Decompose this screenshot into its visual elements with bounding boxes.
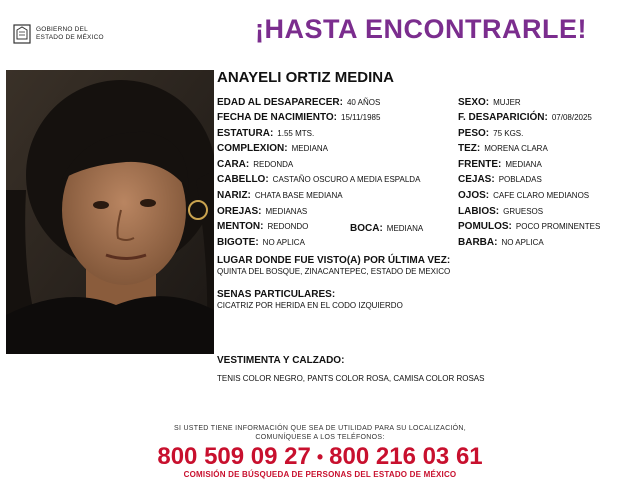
field-fecha-desaparicion <box>458 112 592 123</box>
field-ojos <box>458 190 589 201</box>
cara-label: CARA: <box>217 159 250 170</box>
estatura-value: 1.55 MTS. <box>277 129 315 138</box>
field-labios <box>458 206 543 217</box>
last-seen-value: QUINTA DEL BOSQUE, ZINACANTEPEC, ESTADO DE MEXICO <box>217 267 451 276</box>
cara-value: REDONDA <box>253 160 294 169</box>
menton-value: REDONDO <box>267 222 309 231</box>
commission-name: COMISIÓN DE BÚSQUEDA DE PERSONAS DEL ESTADO DE MÉXICO <box>183 470 457 479</box>
complexion-value: MEDIANA <box>291 144 329 153</box>
peso-value: 75 KGS. <box>493 129 524 138</box>
boca-label: BOCA: <box>350 223 383 234</box>
field-edad <box>217 97 380 108</box>
orejas-value: MEDIANAS <box>265 207 308 216</box>
field-nariz <box>217 190 343 201</box>
field-cabello <box>217 174 420 185</box>
government-logo <box>12 20 122 50</box>
portrait-photo <box>6 70 214 354</box>
field-menton <box>217 221 308 232</box>
field-tez <box>458 143 548 154</box>
complexion-label: COMPLEXION: <box>217 143 288 154</box>
labios-value: GRUESOS <box>503 207 544 216</box>
state-seal-icon <box>12 22 32 46</box>
phone-numbers <box>0 443 640 471</box>
logo-line-2: ESTADO DE MÉXICO <box>36 34 104 41</box>
logo-text <box>36 26 104 42</box>
field-orejas <box>217 206 307 217</box>
ojos-label: OJOS: <box>458 190 490 201</box>
fnac-label: FECHA DE NACIMIENTO: <box>217 112 337 123</box>
cejas-value: POBLADAS <box>498 175 542 184</box>
phone-number-1[interactable]: 800 509 09 27 <box>157 443 311 470</box>
sexo-value: MUJER <box>493 98 521 107</box>
barba-value: NO APLICA <box>501 238 544 247</box>
marks-label: SENAS PARTICULARES: <box>217 289 336 300</box>
nariz-label: NARIZ: <box>217 190 251 201</box>
edad-value: 40 AÑOS <box>346 98 381 107</box>
ojos-value: CAFE CLARO MEDIANOS <box>493 191 590 200</box>
fnac-value: 15/11/1985 <box>341 113 381 122</box>
field-boca <box>350 223 423 234</box>
field-complexion <box>217 143 328 154</box>
field-fecha-nacimiento <box>217 112 380 123</box>
bigote-value: NO APLICA <box>262 238 305 247</box>
phone-separator: • <box>316 447 324 468</box>
frente-label: FRENTE: <box>458 159 502 170</box>
field-bigote <box>217 237 305 248</box>
footer-note-line-1: SI USTED TIENE INFORMACIÓN QUE SEA DE UTILIDAD PARA SU LOCALIZACIÓN, <box>173 425 467 432</box>
nariz-value: CHATA BASE MEDIANA <box>254 191 343 200</box>
menton-label: MENTON: <box>217 221 264 232</box>
field-sexo <box>458 97 521 108</box>
cejas-label: CEJAS: <box>458 174 495 185</box>
cabello-value: CASTAÑO OSCURO A MEDIA ESPALDA <box>272 175 421 184</box>
pomulos-value: POCO PROMINENTES <box>515 222 601 231</box>
boca-value: MEDIANA <box>386 224 424 233</box>
field-cejas <box>458 174 542 185</box>
fdes-label: F. DESAPARICIÓN: <box>458 112 548 123</box>
logo-line-1: GOBIERNO DEL <box>36 26 88 33</box>
field-peso <box>458 128 523 139</box>
tez-label: TEZ: <box>458 143 481 154</box>
cabello-label: CABELLO: <box>217 174 269 185</box>
fdes-value: 07/08/2025 <box>551 113 592 122</box>
field-frente <box>458 159 542 170</box>
tez-value: MORENA CLARA <box>484 144 548 153</box>
orejas-label: OREJAS: <box>217 206 262 217</box>
field-cara <box>217 159 293 170</box>
page-headline: ¡HASTA ENCONTRARLE! <box>255 14 587 44</box>
bigote-label: BIGOTE: <box>217 237 259 248</box>
portrait-illustration <box>6 70 214 354</box>
phone-number-2[interactable]: 800 216 03 61 <box>329 443 483 470</box>
barba-label: BARBA: <box>458 237 498 248</box>
edad-label: EDAD AL DESAPARECER: <box>217 97 343 108</box>
marks-value: CICATRIZ POR HERIDA EN EL CODO IZQUIERDO <box>217 301 403 310</box>
pomulos-label: POMULOS: <box>458 221 512 232</box>
last-seen-label: LUGAR DONDE FUE VISTO(A) POR ÚLTIMA VEZ: <box>217 255 451 266</box>
field-pomulos <box>458 221 600 232</box>
frente-value: MEDIANA <box>505 160 542 169</box>
clothing-label: VESTIMENTA Y CALZADO: <box>217 355 345 366</box>
person-name: ANAYELI ORTIZ MEDINA <box>217 69 394 86</box>
sexo-label: SEXO: <box>458 97 490 108</box>
field-estatura <box>217 128 314 139</box>
estatura-label: ESTATURA: <box>217 128 274 139</box>
footer-note-line-2: COMUNÍQUESE A LOS TELÉFONOS: <box>255 434 385 441</box>
labios-label: LABIOS: <box>458 206 500 217</box>
peso-label: PESO: <box>458 128 490 139</box>
field-barba <box>458 237 544 248</box>
clothing-value: TENIS COLOR NEGRO, PANTS COLOR ROSA, CAMISA COLOR ROSAS <box>217 374 485 383</box>
